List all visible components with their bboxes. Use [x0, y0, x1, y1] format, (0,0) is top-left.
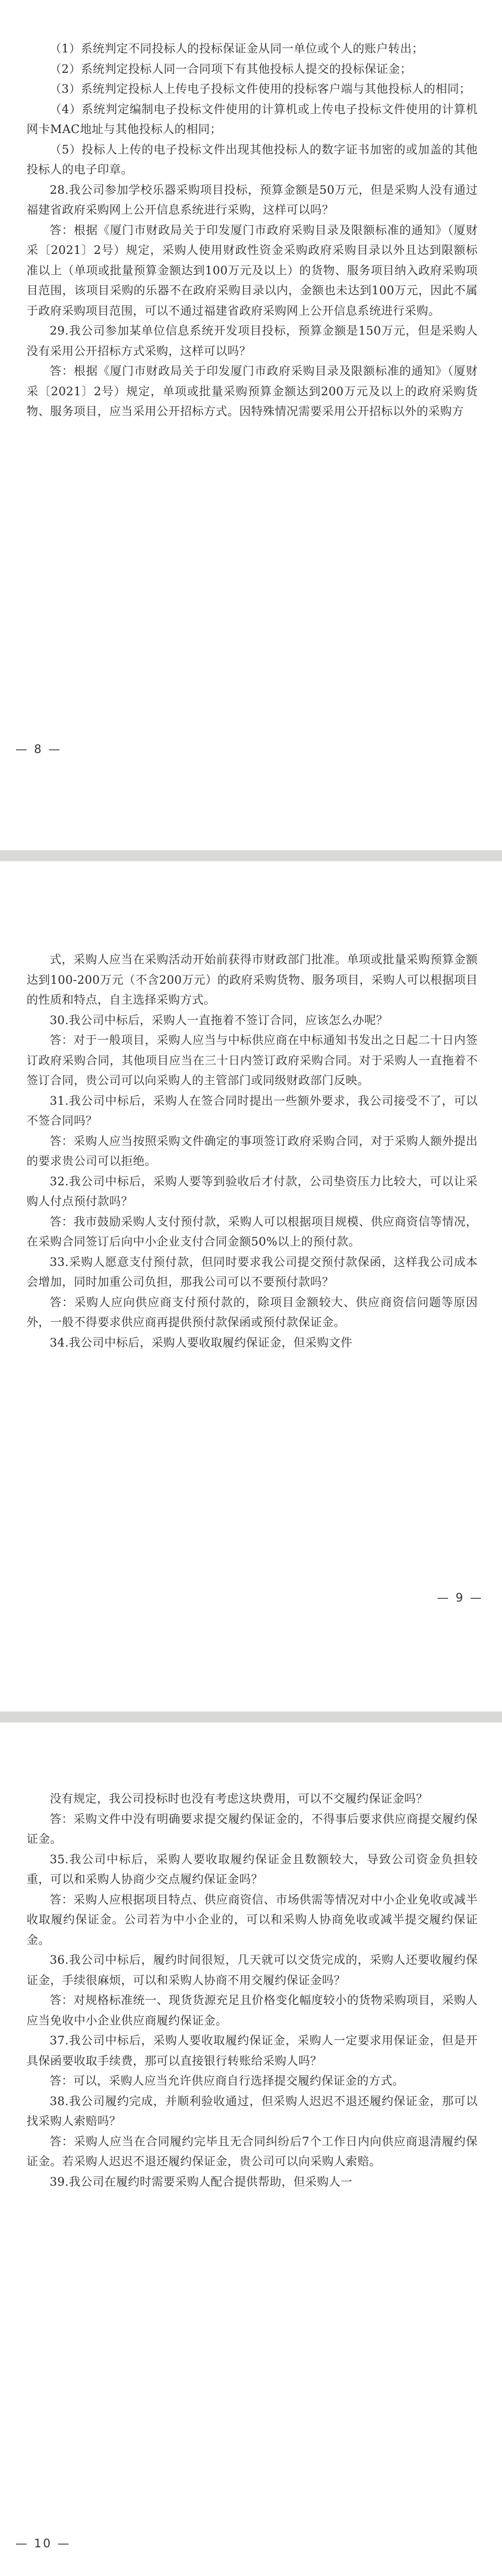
question-33: 33.采购人愿意支付预付款，但同时要求我公司提交预付款保函，这样我公司成本会增加，同时加重公司负担，那我公司可以不要预付款吗？ — [27, 1255, 478, 1289]
page-number: — 8 — — [15, 743, 62, 756]
paragraph: （5）投标人上传的电子投标文件出现其他投标人的数字证书加密的或加盖的其他投标人的电子印章。 — [27, 142, 478, 176]
paragraph: 式，采购人应当在采购活动开始前获得市财政部门批准。单项或批量采购预算金额达到100-200万元（不含200万元）的政府采购货物、服务项目，采购人可以根据项目的性质和特点，自主选择采购方式。 — [27, 953, 478, 1006]
answer-35: 答：采购人应根据项目特点、供应商资信、市场供需等情况对中小企业免收或减半收取履约保证金。公司若为中小企业的，可以和采购人协商免收或减半提交履约保证金。 — [27, 1893, 478, 1947]
question-39: 39.我公司在履约时需要采购人配合提供帮助，但采购人一 — [50, 2175, 353, 2188]
paragraph: （3）系统判定投标人上传电子投标文件使用的投标客户端与其他投标人的相同； — [50, 82, 471, 96]
page-9 — [0, 861, 502, 1711]
page-number: — 9 — — [437, 1591, 483, 1604]
answer-34: 答：采购文件中没有明确要求提交履约保证金的，不得事后要求供应商提交履约保证金。 — [27, 1812, 478, 1846]
question-30: 30.我公司中标后，采购人一直拖着不签订合同，应该怎么办呢？ — [50, 1013, 388, 1027]
question-32: 32.我公司中标后，采购人要等到验收后才付款，公司垫资压力比较大，可以让采购人付点预付款吗？ — [27, 1174, 478, 1208]
answer-38: 答：采购人应当在合同履约完毕且无合同纠纷后7个工作日内向供应商退清履约保证金。若采购人迟迟不退还履约保证金，贵公司可以向采购人索赔。 — [27, 2134, 478, 2168]
question-29: 29.我公司参加某单位信息系统开发项目投标，预算金额是150万元，但是采购人没有采用公开招标方式采购，这样可以吗？ — [27, 324, 478, 358]
page-number: — 10 — — [15, 2537, 71, 2550]
question-34: 34.我公司中标后，采购人要收取履约保证金，但采购文件 — [50, 1335, 353, 1349]
paragraph: 没有规定，我公司投标时也没有考虑这块费用，可以不交履约保证金吗？ — [50, 1792, 428, 1805]
question-38: 38.我公司履约完成，并顺利验收通过，但采购人迟迟不退还履约保证金，那可以找采购人索赔吗？ — [27, 2094, 478, 2128]
answer-28: 答：根据《厦门市财政局关于印发厦门市政府采购目录及限额标准的通知》（厦财采〔2021〕2号）规定，采购人使用财政性资金采购政府采购目录以外且达到限额标准以上（单项或批量预算金额达到100万元及以上）的货物、服务项目纳入政府采购项目范围，该项目采购的乐器不在政府采购目录以内，金额也未达到100万元，因此不属于政府采购项目范围，可以不通过福建省政府采购网上公开信息系统进行采购。 — [27, 223, 478, 317]
paragraph: （2）系统判定投标人同一合同项下有其他投标人提交的投标保证金； — [50, 62, 412, 76]
answer-33: 答：采购人应向供应商支付预付款的，除项目金额较大、供应商资信问题等原因外，一般不得要求供应商再提供预付款保函或预付款保证金。 — [27, 1295, 478, 1329]
question-36: 36.我公司中标后，履约时间很短，几天就可以交货完成的，采购人还要收履约保证金，手续很麻烦，可以和采购人协商不用交履约保证金吗？ — [27, 1953, 478, 1987]
page-10-text — [27, 1789, 478, 2192]
paragraph: （4）系统判定编制电子投标文件使用的计算机或上传电子投标文件使用的计算机网卡MAC地址与其他投标人的相同； — [27, 102, 478, 136]
page-8 — [0, 0, 502, 850]
answer-30: 答：对于一般项目，采购人应当与中标供应商在中标通知书发出之日起二十日内签订政府采购合同，其他项目应当在三十日内签订政府采购合同。对于采购人一直拖着不签订合同，贵公司可以向采购人的主管部门或同级财政部门反映。 — [27, 1033, 478, 1087]
question-28: 28.我公司参加学校乐器采购项目投标，预算金额是50万元，但是采购人没有通过福建省政府采购网上公开信息系统进行采购，这样可以吗？ — [27, 183, 478, 216]
paragraph: （1）系统判定不同投标人的投标保证金从同一单位或个人的账户转出； — [50, 42, 424, 55]
page-9-text — [27, 950, 478, 1353]
question-31: 31.我公司中标后，采购人在签合同时提出一些额外要求，我公司接受不了，可以不签合同吗？ — [27, 1094, 478, 1127]
answer-29: 答：根据《厦门市财政局关于印发厦门市政府采购目录及限额标准的通知》（厦财采〔2021〕2号）规定，单项或批量采购预算金额达到200万元及以上的政府采购货物、服务项目，应当采用公开招标方式。因特殊情况需要采用公开招标以外的采购方 — [27, 364, 478, 418]
page-8-text — [27, 39, 478, 422]
question-35: 35.我公司中标后，采购人要收取履约保证金且数额较大，导致公司资金负担较重，可以和采购人协商少交点履约保证金吗？ — [27, 1852, 478, 1886]
answer-31: 答：采购人应当按照采购文件确定的事项签订政府采购合同，对于采购人额外提出的要求贵公司可以拒绝。 — [27, 1134, 478, 1168]
question-37: 37.我公司中标后，采购人要收取履约保证金，采购人一定要求用保证金，但是开具保函要收取手续费，那可以直接银行转账给采购人吗？ — [27, 2034, 478, 2068]
answer-32: 答：我市鼓励采购人支付预付款，采购人可以根据项目规模、供应商资信等情况，在采购合同签订后向中小企业支付合同金额50%以上的预付款。 — [27, 1215, 478, 1248]
page-10 — [0, 1722, 502, 2576]
answer-36: 答：对规格标准统一、现货货源充足且价格变化幅度较小的货物采购项目，采购人应当免收中小企业供应商履约保证金。 — [27, 1994, 478, 2027]
answer-37: 答：可以，采购人应当允许供应商自行选择提交履约保证金的方式。 — [50, 2074, 404, 2087]
